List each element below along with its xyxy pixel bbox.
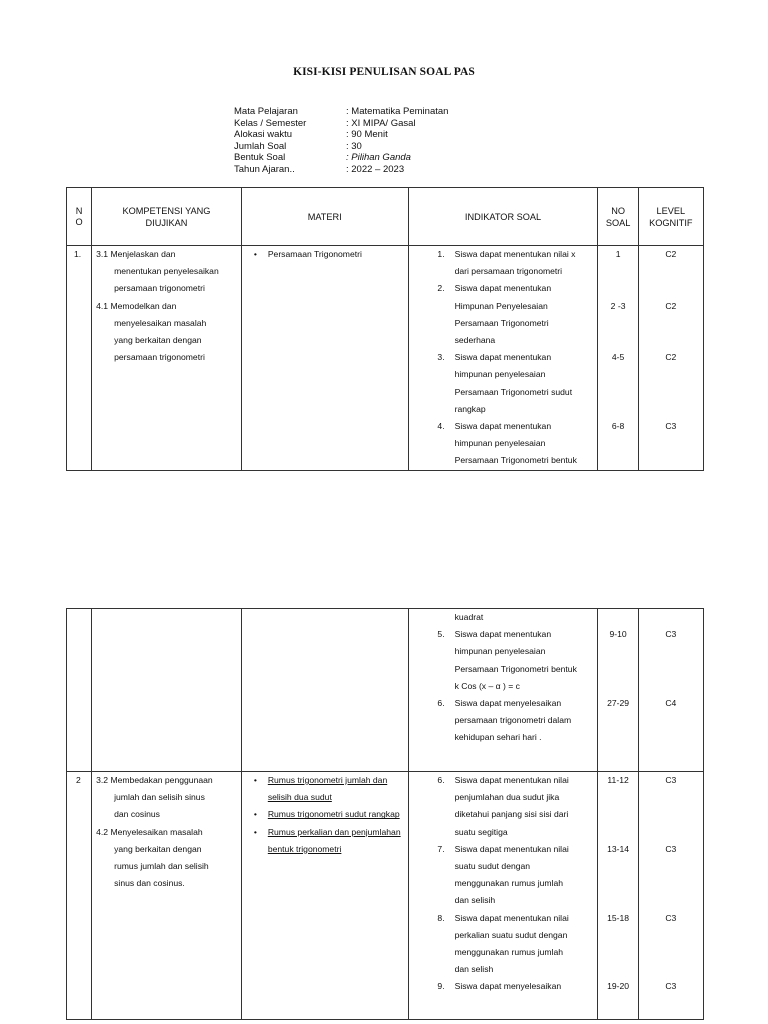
kompetensi-cell xyxy=(92,246,242,471)
indikator-number: 7. xyxy=(437,843,445,854)
indikator-line xyxy=(409,626,594,643)
indikator-text: Siswa dapat menentukan nilai x xyxy=(454,249,576,259)
meta-label: Mata Pelajaran xyxy=(234,106,298,117)
indikator-line xyxy=(409,961,594,978)
indikator-line xyxy=(409,418,594,435)
no-soal-value: 15-18 xyxy=(607,912,630,923)
indikator-text: Siswa dapat menyelesaikan xyxy=(454,698,562,709)
level-cell xyxy=(638,772,703,1020)
meta-row xyxy=(234,164,448,176)
indikator-text: k Cos (x – α ) = c xyxy=(454,680,520,691)
meta-row xyxy=(234,118,448,130)
kompetensi-line: yang berkaitan dengan xyxy=(114,335,202,346)
meta-label: Bentuk Soal xyxy=(234,152,286,164)
meta-label: Alokasi waktu xyxy=(234,129,293,141)
materi-text: Rumus trigonometri jumlah dan selisih dua sudut xyxy=(267,775,388,803)
table-header-row xyxy=(67,188,704,246)
indikator-line xyxy=(409,246,594,263)
level-value: C2 xyxy=(665,352,677,363)
indikator-line xyxy=(409,892,594,909)
indikator-cell xyxy=(408,772,598,1020)
kompetensi-line: 4.1 Memodelkan dan xyxy=(96,300,177,311)
level-cell xyxy=(638,609,703,772)
indikator-line xyxy=(409,332,594,349)
indikator-line xyxy=(409,927,594,944)
kompetensi-cell xyxy=(92,772,242,1020)
indikator-text: Siswa dapat menentukan nilai xyxy=(454,775,569,785)
kompetensi-line: rumus jumlah dan selisih xyxy=(114,861,209,872)
indikator-text: Siswa dapat menentukan nilai xyxy=(454,843,569,854)
materi-list xyxy=(242,772,408,858)
materi-text: Persamaan Trigonometri xyxy=(267,249,362,259)
indikator-number: 5. xyxy=(437,629,445,640)
no-soal-value: 13-14 xyxy=(607,843,630,854)
indikator-text: himpunan penyelesaian xyxy=(454,369,546,380)
indikator-line xyxy=(409,858,594,875)
indikator-line xyxy=(409,944,594,961)
indikator-number xyxy=(409,315,455,332)
kompetensi-line: 3.1 Menjelaskan dan xyxy=(96,249,176,259)
indikator-number xyxy=(409,661,455,678)
indikator-text: rangkap xyxy=(454,403,486,414)
table-row xyxy=(67,246,704,471)
indikator-line xyxy=(409,643,594,660)
header-kompetensi: KOMPETENSI YANG DIUJIKAN xyxy=(92,188,242,246)
level-value: C2 xyxy=(665,249,677,259)
no-soal-value: 27-29 xyxy=(607,698,630,708)
kompetensi-cell xyxy=(92,609,242,772)
no-soal-value: 19-20 xyxy=(607,981,630,992)
kompetensi-line: 3.2 Membedakan penggunaan xyxy=(96,775,213,785)
meta-label: Jumlah Soal xyxy=(234,140,287,152)
indikator-number xyxy=(409,961,455,978)
level-value: C3 xyxy=(665,912,677,923)
indikator-line xyxy=(409,772,594,789)
indikator-line xyxy=(409,401,594,418)
meta-row xyxy=(234,152,448,164)
meta-value: : XI MIPA/ Gasal xyxy=(346,117,416,129)
meta-value: : 2022 – 2023 xyxy=(346,163,405,175)
document-meta xyxy=(234,106,448,176)
level-cell xyxy=(638,246,703,471)
indikator-line xyxy=(409,280,594,297)
indikator-text: dan selish xyxy=(454,964,494,975)
indikator-line xyxy=(409,678,594,695)
table-row xyxy=(67,609,704,772)
indikator-number xyxy=(409,678,455,695)
indikator-text: menggunakan rumus jumlah xyxy=(454,878,564,889)
meta-value: : 30 xyxy=(346,140,362,152)
indikator-number: 9. xyxy=(437,981,445,992)
indikator-text: menggunakan rumus jumlah xyxy=(454,947,564,958)
meta-value: : Pilihan Ganda xyxy=(346,152,411,164)
indikator-number xyxy=(409,729,455,746)
indikator-line xyxy=(409,384,594,401)
indikator-number xyxy=(409,609,455,626)
kompetensi-line: persamaan trigonometri xyxy=(114,283,205,294)
indikator-line xyxy=(409,298,594,315)
materi-text: Rumus perkalian dan penjumlahan bentuk trigonometri xyxy=(267,826,401,854)
indikator-line xyxy=(409,910,594,927)
indikator-text: Siswa dapat menentukan xyxy=(454,629,552,640)
grid-table-page-1 xyxy=(66,187,704,471)
kompetensi-line: jumlah dan selisih sinus xyxy=(114,792,205,803)
indikator-text: kehidupan sehari hari . xyxy=(454,732,542,743)
indikator-number xyxy=(409,892,455,909)
indikator-line xyxy=(409,712,594,729)
meta-row xyxy=(234,141,448,153)
indikator-text: dan selisih xyxy=(454,895,496,906)
row-number: 2 xyxy=(67,772,92,1020)
indikator-text: Himpunan Penyelesaian xyxy=(454,300,548,311)
indikator-text: suatu sudut dengan xyxy=(454,861,531,872)
indikator-line xyxy=(409,452,594,469)
indikator-line xyxy=(409,806,594,823)
indikator-line xyxy=(409,349,594,366)
header-indikator: INDIKATOR SOAL xyxy=(408,188,598,246)
indikator-line xyxy=(409,435,594,452)
meta-row xyxy=(234,129,448,141)
indikator-number xyxy=(409,263,455,280)
meta-value: : Matematika Peminatan xyxy=(346,106,449,117)
kompetensi-line: sinus dan cosinus. xyxy=(114,878,185,889)
kompetensi-line: persamaan trigonometri xyxy=(114,352,205,363)
materi-item xyxy=(268,806,408,823)
level-value: C4 xyxy=(665,698,677,708)
indikator-number xyxy=(409,858,455,875)
no-soal-cell xyxy=(598,772,638,1020)
indikator-text: penjumlahan dua sudut jika xyxy=(454,792,560,803)
indikator-number xyxy=(409,824,455,841)
indikator-number xyxy=(409,435,455,452)
indikator-line xyxy=(409,824,594,841)
indikator-text: Siswa dapat menentukan nilai xyxy=(454,912,569,923)
materi-list xyxy=(242,246,408,263)
materi-cell xyxy=(241,609,408,772)
indikator-number xyxy=(409,712,455,729)
indikator-cell xyxy=(408,609,598,772)
grid-table-page-2 xyxy=(66,608,704,1020)
indikator-text: Persamaan Trigonometri sudut xyxy=(454,386,573,397)
level-value: C3 xyxy=(665,775,677,785)
indikator-text: himpunan penyelesaian xyxy=(454,646,546,657)
indikator-text: dari persamaan trigonometri xyxy=(454,266,563,277)
document-title: KISI-KISI PENULISAN SOAL PAS xyxy=(293,66,475,78)
meta-label: Kelas / Semester xyxy=(234,117,307,129)
indikator-number: 1. xyxy=(437,249,445,259)
kompetensi-line: menyelesaikan masalah xyxy=(114,317,207,328)
indikator-text: himpunan penyelesaian xyxy=(454,438,546,449)
indikator-number: 6. xyxy=(437,698,445,709)
indikator-number xyxy=(409,298,455,315)
row-number xyxy=(67,609,92,772)
materi-cell xyxy=(241,772,408,1020)
table-row xyxy=(67,772,704,1020)
indikator-text: Persamaan Trigonometri xyxy=(454,317,549,328)
indikator-text: persamaan trigonometri dalam xyxy=(454,715,572,726)
indikator-number xyxy=(409,401,455,418)
indikator-text: Siswa dapat menyelesaikan xyxy=(454,981,562,992)
no-soal-value: 11-12 xyxy=(607,775,629,785)
meta-label: Tahun Ajaran.. xyxy=(234,163,295,175)
indikator-number xyxy=(409,643,455,660)
level-value: C2 xyxy=(665,300,677,311)
no-soal-cell xyxy=(598,246,638,471)
level-value: C3 xyxy=(665,843,677,854)
header-no: N O xyxy=(67,188,92,246)
indikator-text: Persamaan Trigonometri bentuk xyxy=(454,663,577,674)
indikator-number xyxy=(409,806,455,823)
indikator-line xyxy=(409,729,594,746)
indikator-number xyxy=(409,366,455,383)
no-soal-value: 1 xyxy=(615,249,621,259)
indikator-text: Siswa dapat menentukan xyxy=(454,421,552,432)
meta-value: : 90 Menit xyxy=(346,129,388,141)
indikator-line xyxy=(409,366,594,383)
indikator-line xyxy=(409,875,594,892)
indikator-text: Siswa dapat menentukan xyxy=(454,352,552,363)
indikator-number xyxy=(409,875,455,892)
header-materi: MATERI xyxy=(241,188,408,246)
level-value: C3 xyxy=(665,421,677,431)
indikator-number: 3. xyxy=(437,352,445,363)
indikator-number: 2. xyxy=(437,283,445,294)
indikator-text: sederhana xyxy=(454,335,496,346)
indikator-number: 6. xyxy=(437,775,445,785)
indikator-text: diketahui panjang sisi sisi dari xyxy=(454,809,569,820)
indikator-number xyxy=(409,452,455,469)
indikator-line xyxy=(409,789,594,806)
no-soal-value: 6-8 xyxy=(611,421,625,431)
materi-item xyxy=(268,824,408,858)
indikator-line xyxy=(409,661,594,678)
indikator-number: 4. xyxy=(437,421,445,432)
indikator-text: perkalian suatu sudut dengan xyxy=(454,929,568,940)
kompetensi-line: dan cosinus xyxy=(114,809,160,820)
indikator-number: 8. xyxy=(437,912,445,923)
materi-item xyxy=(268,772,408,806)
materi-cell xyxy=(241,246,408,471)
row-number: 1. xyxy=(67,246,92,471)
no-soal-value: 4-5 xyxy=(611,352,625,363)
header-no-soal: NO SOAL xyxy=(598,188,638,246)
indikator-line xyxy=(409,841,594,858)
level-value: C3 xyxy=(665,981,677,992)
indikator-cell xyxy=(408,246,598,471)
no-soal-value: 9-10 xyxy=(609,629,627,640)
kompetensi-line: 4.2 Menyelesaikan masalah xyxy=(96,826,203,837)
indikator-text: kuadrat xyxy=(454,612,484,622)
no-soal-cell xyxy=(598,609,638,772)
meta-row xyxy=(234,106,448,118)
materi-text: Rumus trigonometri sudut rangkap xyxy=(267,809,400,820)
indikator-number xyxy=(409,384,455,401)
header-level: LEVEL KOGNITIF xyxy=(638,188,703,246)
indikator-number xyxy=(409,927,455,944)
indikator-text: Persamaan Trigonometri bentuk xyxy=(454,455,577,466)
indikator-line xyxy=(409,695,594,712)
no-soal-value: 2 -3 xyxy=(610,300,626,311)
kompetensi-line: yang berkaitan dengan xyxy=(114,843,202,854)
indikator-number xyxy=(409,944,455,961)
indikator-number xyxy=(409,789,455,806)
indikator-text: Siswa dapat menentukan xyxy=(454,283,552,294)
indikator-line xyxy=(409,609,594,626)
indikator-number xyxy=(409,332,455,349)
indikator-line xyxy=(409,978,594,995)
indikator-line xyxy=(409,263,594,280)
level-value: C3 xyxy=(665,629,677,640)
kompetensi-line: menentukan penyelesaikan xyxy=(114,266,219,277)
indikator-line xyxy=(409,315,594,332)
materi-item xyxy=(268,246,408,263)
indikator-text: suatu segitiga xyxy=(454,826,508,837)
